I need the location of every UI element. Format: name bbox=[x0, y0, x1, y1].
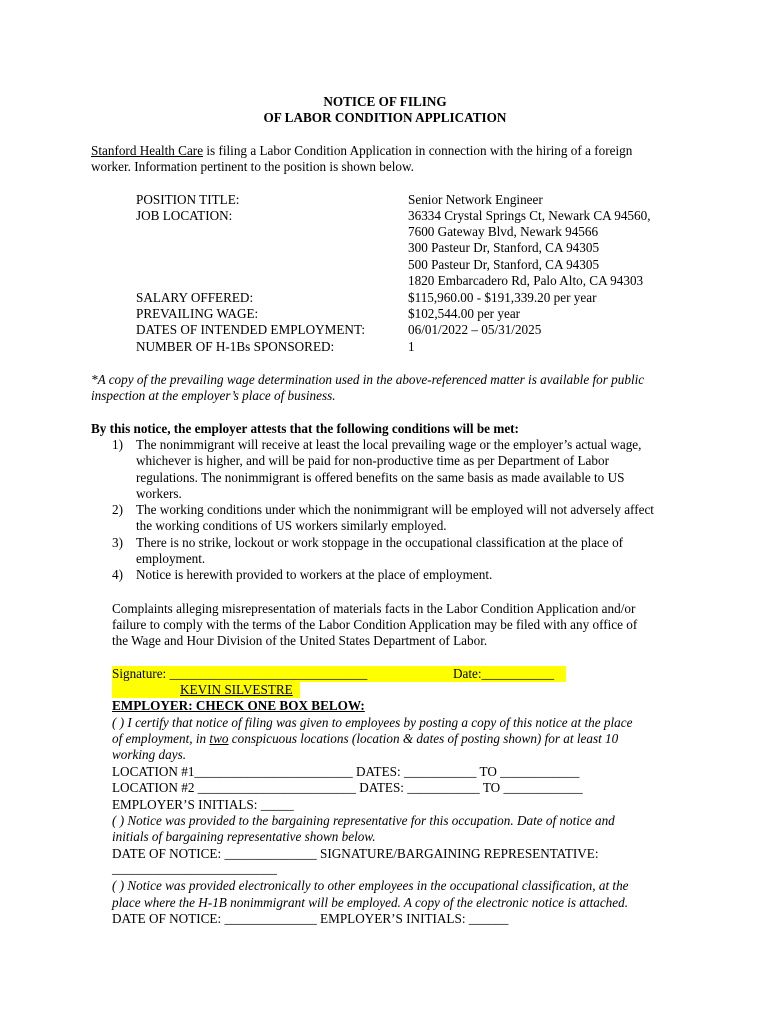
job-location-1: 36334 Crystal Springs Ct, Newark CA 94560, bbox=[408, 208, 651, 223]
signature-line bbox=[112, 666, 566, 682]
attest-heading: By this notice, the employer attests that the following conditions will be met: bbox=[91, 421, 519, 436]
employment-dates-label: DATES OF INTENDED EMPLOYMENT: bbox=[136, 322, 366, 337]
option-1-text-b: conspicuous locations (location & dates of posting shown) for at least 10 bbox=[228, 731, 619, 746]
option-1-text-a: of employment, in bbox=[112, 731, 210, 746]
option-1-line-1: ( ) I certify that notice of filing was given to employees by posting a copy of this notice at the place bbox=[112, 715, 633, 730]
signatory-name-line bbox=[112, 682, 300, 698]
list-item bbox=[112, 437, 672, 502]
intro-rest: is filing a Labor Condition Application in connection with the hiring of a foreign bbox=[203, 143, 633, 158]
employment-dates-value: 06/01/2022 – 05/31/2025 bbox=[408, 322, 542, 337]
list-item-text: There is no strike, lockout or work stoppage in the occupational classification at the place of employment. bbox=[136, 534, 624, 567]
conditions-list bbox=[112, 437, 672, 584]
position-title-value: Senior Network Engineer bbox=[408, 192, 543, 207]
date-of-notice-signature-field[interactable]: DATE OF NOTICE: ______________ SIGNATURE/BARGAINING REPRESENTATIVE: bbox=[112, 846, 599, 861]
h1b-count-label: NUMBER OF H-1Bs SPONSORED: bbox=[136, 339, 335, 354]
option-2-line-2: initials of bargaining representative shown below. bbox=[112, 829, 376, 844]
list-item-text: The nonimmigrant will receive at least the local prevailing wage or the employer’s actual wage, whichever is higher, and will be paid for non-productive time as per Department of Labor regulations. The nonimmigrant is offered benefits on the same basis as made available to US workers. bbox=[136, 437, 642, 501]
option-3-line-1: ( ) Notice was provided electronically to other employees in the occupational classification, at the bbox=[112, 878, 629, 893]
list-item-text: Notice is herewith provided to workers at the place of employment. bbox=[136, 567, 493, 583]
job-location-2: 7600 Gateway Blvd, Newark 94566 bbox=[408, 224, 599, 239]
position-title-label: POSITION TITLE: bbox=[136, 192, 240, 207]
employer-initials-field[interactable]: EMPLOYER’S INITIALS: _____ bbox=[112, 797, 294, 812]
prevailing-wage-label: PREVAILING WAGE: bbox=[136, 306, 259, 321]
option-1-emphasis: two bbox=[209, 731, 229, 746]
job-location-label: JOB LOCATION: bbox=[136, 208, 233, 223]
salary-value: $115,960.00 - $191,339.20 per year bbox=[408, 290, 597, 305]
list-item-number: 4) bbox=[112, 567, 123, 583]
title-line-2: OF LABOR CONDITION APPLICATION bbox=[263, 110, 507, 125]
list-item-number: 2) bbox=[112, 502, 123, 518]
option-2-line-1: ( ) Notice was provided to the bargaining representative for this occupation. Date of notice and bbox=[112, 813, 615, 828]
intro-line-2: worker. Information pertinent to the position is shown below. bbox=[91, 159, 414, 174]
complaints-line-1: Complaints alleging misrepresentation of materials facts in the Labor Condition Application and/or bbox=[112, 601, 636, 616]
job-location-5: 1820 Embarcadero Rd, Palo Alto, CA 94303 bbox=[408, 273, 644, 288]
option-3-line-2: place where the H-1B nonimmigrant will be employed. A copy of the electronic notice is attached. bbox=[112, 895, 629, 910]
note-line-1: *A copy of the prevailing wage determination used in the above-referenced matter is available for public bbox=[91, 372, 645, 387]
signature-blank-line[interactable]: _________________________ bbox=[112, 861, 277, 876]
intro-line-1 bbox=[91, 143, 632, 159]
job-location-3: 300 Pasteur Dr, Stanford, CA 94305 bbox=[408, 240, 600, 255]
date-field[interactable]: Date:___________ bbox=[453, 666, 555, 681]
date-of-notice-initials-field[interactable]: DATE OF NOTICE: ______________ EMPLOYER’S INITIALS: ______ bbox=[112, 911, 509, 926]
prevailing-wage-value: $102,544.00 per year bbox=[408, 306, 521, 321]
location-2-fields[interactable]: LOCATION #2 ________________________ DATES: ___________ TO ____________ bbox=[112, 780, 583, 795]
list-item bbox=[112, 502, 672, 535]
h1b-count-value: 1 bbox=[408, 339, 415, 354]
title-line-1: NOTICE OF FILING bbox=[323, 94, 447, 109]
complaints-line-3: the Wage and Hour Division of the United States Department of Labor. bbox=[112, 633, 488, 648]
signature-field[interactable]: Signature: ______________________________ bbox=[112, 666, 368, 681]
employer-box-heading: EMPLOYER: CHECK ONE BOX BELOW: bbox=[112, 698, 365, 713]
employer-name: Stanford Health Care bbox=[91, 143, 204, 158]
list-item-text: The working conditions under which the nonimmigrant will be employed will not adversely affect the working conditions of US workers similarly employed. bbox=[136, 502, 654, 534]
list-item bbox=[112, 535, 672, 568]
list-item bbox=[112, 567, 672, 583]
list-item-number: 3) bbox=[112, 534, 123, 550]
signatory-name: KEVIN SILVESTRE bbox=[180, 682, 293, 697]
option-1-line-2 bbox=[112, 731, 618, 747]
complaints-line-2: failure to comply with the terms of the Labor Condition Application may be filed with any office of bbox=[112, 617, 638, 632]
option-1-line-3: working days. bbox=[112, 747, 186, 762]
location-1-fields[interactable]: LOCATION #1________________________ DATES: ___________ TO ____________ bbox=[112, 764, 580, 779]
list-item-number: 1) bbox=[112, 437, 123, 452]
note-line-2: inspection at the employer’s place of business. bbox=[91, 388, 336, 403]
salary-label: SALARY OFFERED: bbox=[136, 290, 254, 305]
job-location-4: 500 Pasteur Dr, Stanford, CA 94305 bbox=[408, 257, 600, 272]
